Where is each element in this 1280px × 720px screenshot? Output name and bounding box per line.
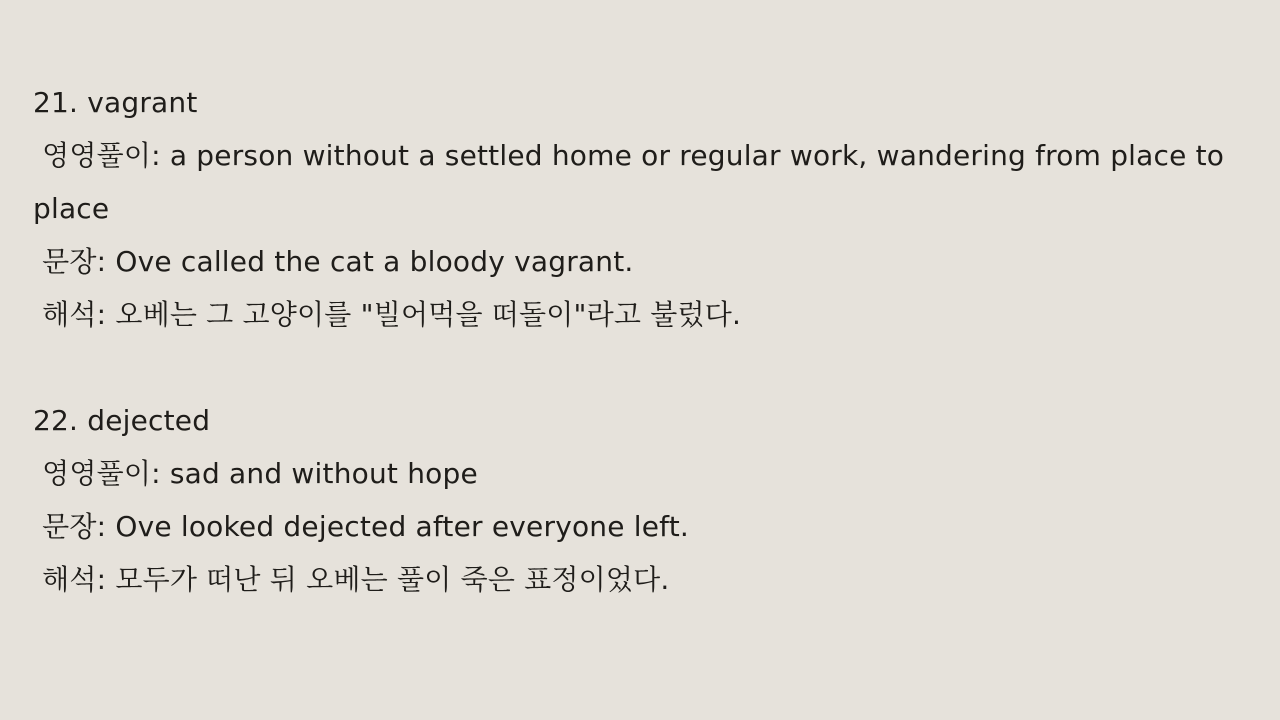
entry-definition: 영영풀이: a person without a settled home or regular work, wandering from place to place bbox=[33, 139, 1234, 225]
vocab-entry-22 bbox=[33, 394, 1240, 606]
entry-translation: 해석: 모두가 떠난 뒤 오베는 풀이 죽은 표정이었다. bbox=[33, 563, 670, 596]
entry-title: 22. dejected bbox=[33, 404, 211, 437]
entry-translation: 해석: 오베는 그 고양이를 "빌어먹을 떠돌이"라고 불렀다. bbox=[33, 298, 742, 331]
entry-sentence: 문장: Ove looked dejected after everyone left. bbox=[33, 510, 690, 543]
entry-sentence: 문장: Ove called the cat a bloody vagrant. bbox=[33, 245, 634, 278]
vocab-entry-21 bbox=[33, 76, 1240, 341]
entry-title: 21. vagrant bbox=[33, 86, 198, 119]
entry-definition: 영영풀이: sad and without hope bbox=[33, 457, 478, 490]
